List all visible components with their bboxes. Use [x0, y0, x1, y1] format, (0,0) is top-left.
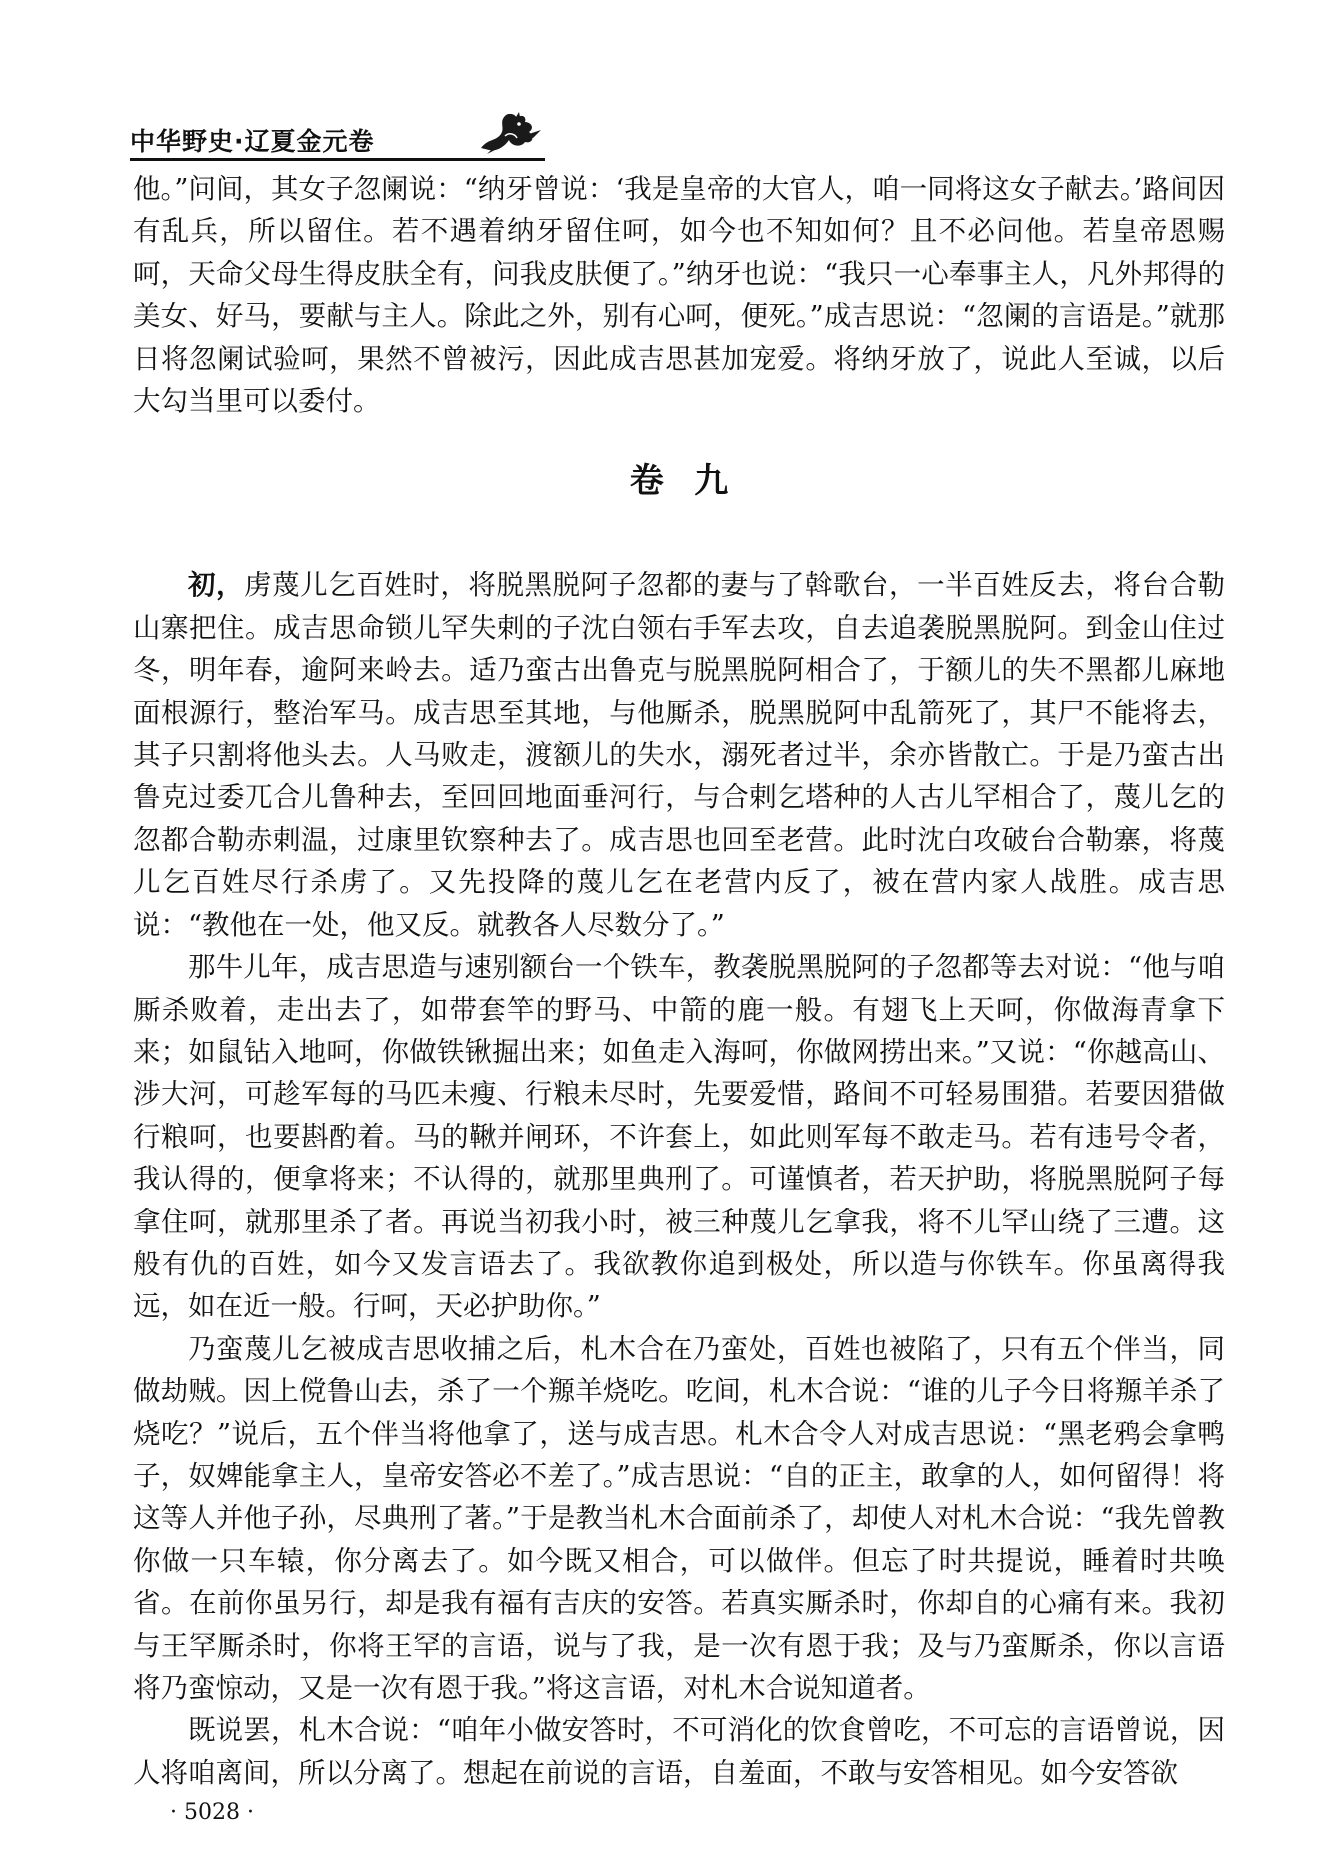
dragon-icon	[475, 108, 545, 154]
paragraph-text: 乃蛮蔑儿乞被成吉思收捕之后，札木合在乃蛮处，百姓也被陷了，只有五个伴当，同做劫贼。因上傥鲁山去，杀了一个羱羊烧吃。吃间，札木合说：“谁的儿子今日将羱羊杀了烧吃？”说后，五个伴当将他拿了，送与成吉思。札木合令人对成吉思说：“黑老鸦会拿鸭子，奴婢能拿主人，皇帝安答必不差了。”成吉思说：“自的正主，敢拿的人，如何留得！将这等人并他子孙，尽典刑了著。”于是教当札木合面前杀了，却使人对札木合说：“我先曾教你做一只车辕，你分离去了。如今既又相合，可以做伴。但忘了时共提说，睡着时共唤省。在前你虽另行，却是我有福有吉庆的安答。若真实厮杀时，你却自的心痛有来。我初与王罕厮杀时，你将王罕的言语，说与了我，是一次有恩于我；及与乃蛮厮杀，你以言语将乃蛮惊动，又是一次有恩于我。”将这言语，对札木合说知道者。	[133, 1332, 1225, 1704]
paragraph	[133, 1328, 1225, 1710]
page-number: · 5028 ·	[170, 1800, 254, 1825]
header-rule	[130, 158, 545, 161]
book-title: 中华野史·辽夏金元卷	[130, 127, 375, 156]
paragraph-text: 既说罢，札木合说：“咱年小做安答时，不可消化的饮食曾吃，不可忘的言语曾说，因人将咱离间，所以分离了。想起在前说的言语，自羞面，不敢与安答相见。如今安答欲	[133, 1714, 1225, 1789]
paragraph	[133, 564, 1225, 946]
running-header	[130, 108, 545, 158]
chapter-title: 卷九	[629, 461, 759, 502]
paragraph-text: 虏蔑儿乞百姓时，将脱黑脱阿子忽都的妻与了斡歌台，一半百姓反去，将台合勒山寨把住。成吉思命锁儿罕失剌的子沈白领右手军去攻，自去追袭脱黑脱阿。到金山住过冬，明年春，逾阿来岭去。适乃蛮古出鲁克与脱黑脱阿相合了，于额儿的失不黑都儿麻地面根源行，整治军马。成吉思至其地，与他厮杀，脱黑脱阿中乱箭死了，其尸不能将去，其子只割将他头去。人马败走，渡额儿的失水，溺死者过半，余亦皆散亡。于是乃蛮古出鲁克过委兀合儿鲁种去，至回回地面垂河行，与合剌乞塔种的人古儿罕相合了，蔑儿乞的忽都合勒赤剌温，过康里钦察种去了。成吉思也回至老营。此时沈白攻破台合勒寨，将蔑儿乞百姓尽行杀虏了。又先投降的蔑儿乞在老营内反了，被在营内家人战胜。成吉思说：“教他在一处，他又反。就教各人尽数分了。”	[133, 569, 1226, 941]
paragraph	[133, 1709, 1225, 1794]
paragraph-lead: 初，	[188, 569, 245, 602]
page-body	[133, 168, 1225, 1794]
paragraph	[133, 946, 1225, 1328]
paragraph-text: 那牛儿年，成吉思造与速别额台一个铁车，教袭脱黑脱阿的子忽都等去对说：“他与咱厮杀败着，走出去了，如带套竿的野马、中箭的鹿一般。有翅飞上天呵，你做海青拿下来；如鼠钻入地呵，你做铁锹掘出来；如鱼走入海呵，你做网捞出来。”又说：“你越高山、涉大河，可趁军每的马匹未瘦、行粮未尽时，先要爱惜，路间不可轻易围猎。若要因猎做行粮呵，也要斟酌着。马的鞦并闸环，不许套上，如此则军每不敢走马。若有违号令者，我认得的，便拿将来；不认得的，就那里典刑了。可谨慎者，若天护助，将脱黑脱阿子每拿住呵，就那里杀了者。再说当初我小时，被三种蔑儿乞拿我，将不儿罕山绕了三遭。这般有仇的百姓，如今又发言语去了。我欲教你追到极处，所以造与你铁车。你虽离得我远，如在近一般。行呵，天必护助你。”	[133, 951, 1225, 1323]
paragraph: 他。”问间，其女子忽阑说：“纳牙曾说：‘我是皇帝的大官人，咱一同将这女子献去。’路间因有乱兵，所以留住。若不遇着纳牙留住呵，如今也不知如何？且不必问他。若皇帝恩赐呵，天命父母生得皮肤全有，问我皮肤便了。”纳牙也说：“我只一心奉事主人，凡外邦得的美女、好马，要献与主人。除此之外，别有心呵，便死。”成吉思说：“忽阑的言语是。”就那日将忽阑试验呵，果然不曾被污，因此成吉思甚加宠爱。将纳牙放了，说此人至诚，以后大勾当里可以委付。	[133, 173, 1225, 418]
